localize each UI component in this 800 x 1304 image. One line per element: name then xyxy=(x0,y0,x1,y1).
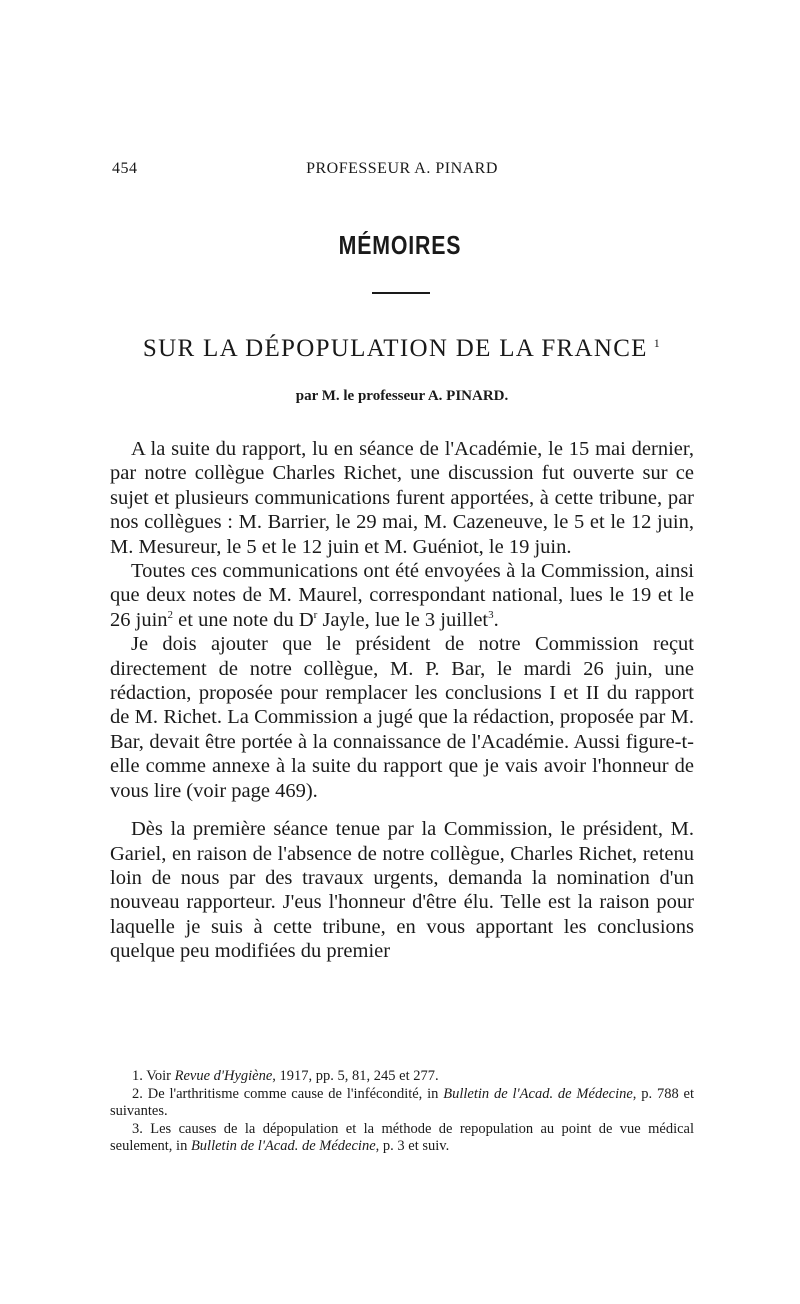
footnote-text: , 1917, pp. 5, 81, 245 et 277. xyxy=(272,1068,439,1084)
paragraph-3: Je dois ajouter que le président de notre Commission reçut directement de notre collègue, M. P. Bar, le mardi 26 juin, une rédaction, proposée pour remplacer les conclusions I et II du rapport de M. Richet. La Commission a jugé que la rédaction, proposée par M. Bar, devait être portée à la connaissance de l'Académie. Aussi figure-t-elle comme annexe à la suite du rapport que je vais avoir l'honneur de vous lire (voir page 469). xyxy=(110,633,694,802)
footnote-text: Voir xyxy=(146,1068,175,1084)
footnote-2 xyxy=(110,1086,694,1121)
article-title xyxy=(112,335,692,363)
paragraph-2 xyxy=(110,559,694,632)
page-header xyxy=(112,160,692,186)
footnote-number: 3. xyxy=(132,1120,143,1137)
running-head: PROFESSEUR A. PINARD xyxy=(306,160,498,177)
footnote-journal: Bulletin de l'Acad. de Médecine xyxy=(190,1138,376,1154)
section-title: MÉMOIRES xyxy=(338,230,462,260)
paragraph-2-part-a: Toutes ces communications ont été envoyées à la Commission, ainsi que deux notes de M. Maurel, correspondant national, lues le 19 et le 26 juin xyxy=(110,560,694,631)
paragraph-1: A la suite du rapport, lu en séance de l'Académie, le 15 mai dernier, par notre collègue Charles Richet, une discussion fut ouverte sur ce sujet et plusieurs communications furent apportées, à cette tribune, par nos collègues : M. Barrier, le 29 mai, M. Cazeneuve, le 5 et le 12 juin, M. Mesureur, le 5 et le 12 juin et M. Guéniot, le 19 juin. xyxy=(110,438,694,558)
footnote-text: , p. 788 et suivantes. xyxy=(110,1085,694,1119)
footnote-3 xyxy=(110,1121,694,1156)
footnote-journal: Bulletin de l'Acad. de Médecine xyxy=(443,1085,633,1102)
doctor-abbrev-sup: r xyxy=(313,609,318,622)
article-body xyxy=(110,437,694,964)
footnote-ref-3: 3 xyxy=(488,609,494,622)
footnote-ref-2: 2 xyxy=(167,609,174,622)
footnote-number: 2. xyxy=(132,1085,143,1102)
footnote-journal: Revue d'Hygiène xyxy=(174,1068,273,1084)
paragraph-2-end: . xyxy=(493,608,499,631)
footnote-text: , p. 3 et suiv. xyxy=(375,1138,450,1154)
author-byline: par M. le professeur A. PINARD. xyxy=(295,388,509,404)
page-number: 454 xyxy=(112,160,138,177)
footnote-number: 1. xyxy=(132,1068,143,1084)
paragraph-2-part-c: Jayle, lue le 3 juillet xyxy=(317,608,489,631)
paragraph-2-part-b: et une note du D xyxy=(173,608,314,631)
title-footnote-ref: 1 xyxy=(653,335,662,350)
title-divider xyxy=(372,292,430,294)
footnote-1 xyxy=(110,1068,694,1086)
article-title-text: SUR LA DÉPOPULATION DE LA FRANCE xyxy=(142,335,648,362)
footnote-text: De l'arthritisme comme cause de l'infécondité, in xyxy=(147,1085,444,1102)
footnotes xyxy=(110,1068,694,1156)
footnote-text: Les causes de la dépopulation et la méthode de repopulation au point de vue médical seulement, in xyxy=(110,1120,695,1154)
paragraph-4: Dès la première séance tenue par la Commission, le président, M. Gariel, en raison de l'absence de notre collègue, Charles Richet, retenu loin de nous par des travaux urgents, demanda la nomination d'un nouveau rapporteur. J'eus l'honneur d'être élu. Telle est la raison pour laquelle je suis à cette tribune, en vous apportant les conclusions quelque peu modifiées du premier xyxy=(110,818,694,963)
